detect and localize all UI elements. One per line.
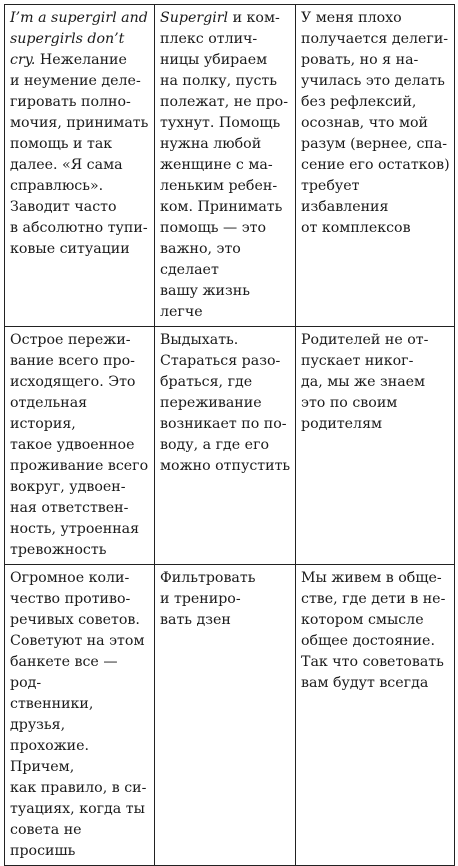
cell-line: без рефлексий, [301, 94, 417, 110]
cell-line: сение его остатков) [301, 157, 450, 173]
cell-line: ность, утроенная [10, 521, 140, 537]
cell-line: ственники, друзья, [10, 696, 94, 733]
cell-line: исходящего. Это [10, 374, 136, 390]
cell-line: Нежелание [39, 52, 127, 68]
cell-experience [296, 565, 455, 866]
cell-line: тухнут. Помощь [160, 115, 281, 131]
cell-problem [5, 327, 155, 565]
cell-line: Стараться разо- [160, 353, 281, 369]
cell-line: вокруг, удвоен- [10, 479, 126, 495]
cell-line: ком. Принимать [160, 199, 283, 215]
cell-experience [296, 327, 455, 565]
cell-line: это по своим [301, 395, 398, 411]
cell-line: как правило, в си- [10, 780, 147, 796]
cell-problem [5, 5, 155, 327]
cell-line: У меня плохо [301, 10, 402, 26]
cell-line: общее достояние. [301, 633, 435, 649]
cell-line: далее. «Я сама [10, 157, 123, 173]
cell-line: да, мы же знаем [301, 374, 426, 390]
cell-line: браться, где [160, 374, 253, 390]
cell-line: Заводит часто [10, 199, 117, 215]
table-row [5, 327, 455, 565]
comparison-table [4, 4, 455, 866]
cell-line: полежат, не про- [160, 94, 289, 110]
cell-line: ницы убираем [160, 52, 268, 68]
cell-line: совета не просишь [10, 822, 82, 859]
cell-line: помощь и так [10, 136, 113, 152]
cell-line: и неумение деле- [10, 73, 141, 89]
cell-line: Фильтровать [160, 570, 256, 586]
cell-line: в абсолютно тупи- [10, 220, 148, 236]
cell-line: мочия, принимать [10, 115, 149, 131]
cell-line: прохожие. Причем, [10, 738, 90, 775]
cell-line: стве, где дети в не- [301, 591, 446, 607]
cell-line: проживание всего [10, 458, 149, 474]
cell-solution [155, 5, 296, 327]
cell-line: Родителей не от- [301, 332, 429, 348]
cell-line: I’m a supergirl and [10, 10, 148, 26]
table-row [5, 565, 455, 866]
cell-line: помощь — это [160, 220, 267, 236]
cell-experience [296, 5, 455, 327]
cell-line: разум (вернее, спа- [301, 136, 448, 152]
table-row [5, 5, 455, 327]
cell-line: вание всего про- [10, 353, 135, 369]
cell-line: Мы живем в обще- [301, 570, 442, 586]
cell-line: котором смысле [301, 612, 424, 628]
cell-line: леньким ребен- [160, 178, 278, 194]
cell-line: вашу жизнь легче [160, 283, 250, 320]
cell-line: от комплексов [301, 220, 411, 236]
cell-line: Supergirl [160, 10, 229, 26]
cell-line: возникает по по- [160, 416, 287, 432]
cell-line: справлюсь». [10, 178, 104, 194]
cell-line: воду, а где его [160, 437, 270, 453]
cell-solution [155, 327, 296, 565]
cell-line: ная ответствен- [10, 500, 129, 516]
cell-line: требует избавления [301, 178, 389, 215]
cell-line: Советуют на этом [10, 633, 145, 649]
cell-line: отдельная история, [10, 395, 88, 432]
cell-line: такое удвоенное [10, 437, 135, 453]
cell-line: cry. [10, 52, 36, 68]
cell-line: ровать, но я на- [301, 52, 419, 68]
cell-line: ковые ситуации [10, 241, 130, 257]
cell-line: можно отпустить [160, 458, 291, 474]
cell-line: получается делеги- [301, 31, 449, 47]
cell-line: и трениро- [160, 591, 241, 607]
cell-line: пускает никог- [301, 353, 414, 369]
cell-line: банкете все — род- [10, 654, 118, 691]
cell-line: Огромное коли- [10, 570, 130, 586]
cell-problem [5, 565, 155, 866]
cell-line: туациях, когда ты [10, 801, 145, 817]
cell-line: чество противо- [10, 591, 131, 607]
cell-line: важно, это сделает [160, 241, 241, 278]
cell-solution [155, 565, 296, 866]
cell-line: женщине с ма- [160, 157, 273, 173]
cell-line: Так что советовать [301, 654, 444, 670]
cell-line: нужна любой [160, 136, 262, 152]
cell-line: вать дзен [160, 612, 231, 628]
cell-line: и ком- [232, 10, 280, 26]
cell-line: училась это делать [301, 73, 445, 89]
cell-line: плекс отлич- [160, 31, 258, 47]
cell-line: родителям [301, 416, 383, 432]
cell-line: на полку, пусть [160, 73, 277, 89]
cell-line: Острое пережи- [10, 332, 131, 348]
cell-line: гировать полно- [10, 94, 131, 110]
cell-line: Выдыхать. [160, 332, 239, 348]
cell-line: тревожность [10, 542, 107, 558]
cell-line: речивых советов. [10, 612, 140, 628]
cell-line: supergirls don’t [10, 31, 125, 47]
cell-line: осознав, что мой [301, 115, 429, 131]
cell-line: переживание [160, 395, 262, 411]
cell-line: вам будут всегда [301, 675, 429, 691]
